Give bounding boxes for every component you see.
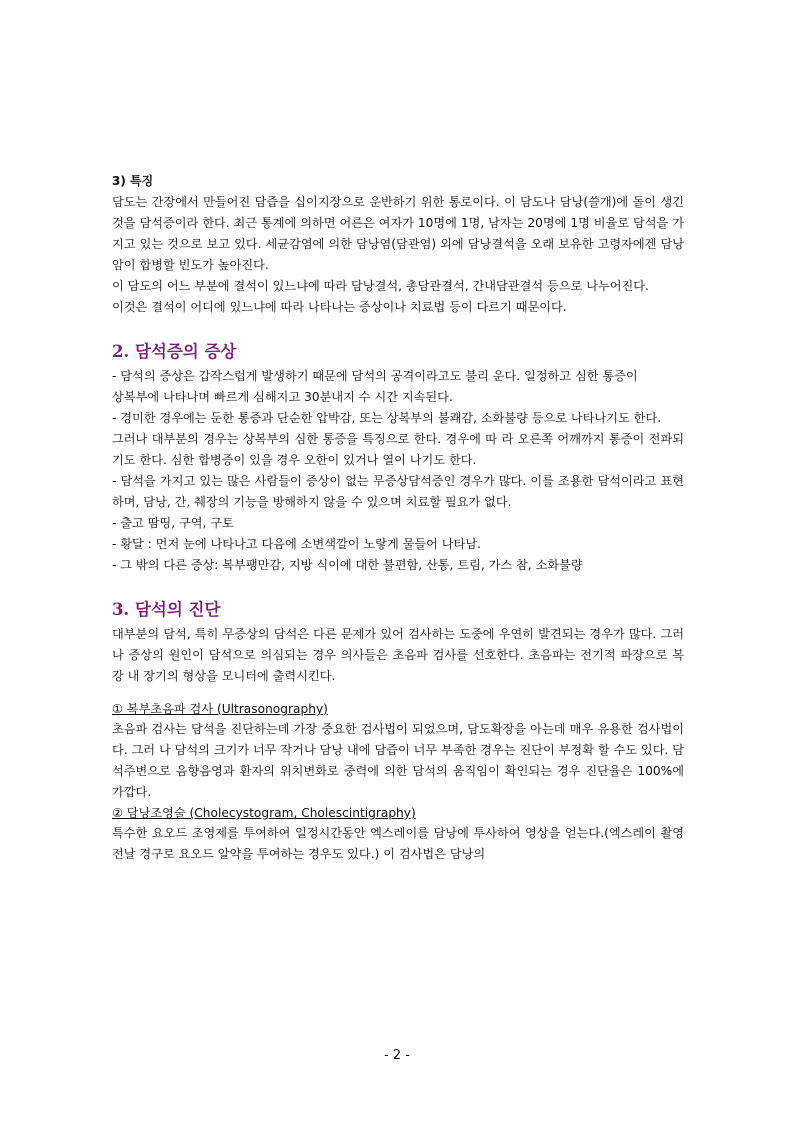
symptoms-line-5: - 담석을 가지고 있는 많은 사람들이 증상이 없는 무증상담석증인 경우가 많다. 이를 조용한 담석이라고 표현하며, 담낭, 간, 췌장의 기능을 방해하지 않을 수 있으며 치료할 필요가 없다. (112, 474, 684, 509)
features-paragraph-1: 담도는 간장에서 만들어진 담즙을 십이지장으로 운반하기 위한 통로이다. 이 담도나 담낭(쓸개)에 돌이 생긴 것을 담석증이라 한다. 최근 통계에 의하면 어른은 여자가 10명에 1명, 남자는 20명에 1명 비율로 담석을 가지고 있는 것으로 보고 있다. 세균감염에 의한 담낭염(담관염) 외에 담낭결석을 오래 보유한 고령자에겐 담낭암이 합병할 빈도가 높아진다. (112, 195, 684, 272)
symptoms-title: 2. 담석증의 증상 (112, 342, 237, 361)
cholecystogram-heading: ② 담낭조영술 (Cholecystogram, Cholescintigraphy) (112, 806, 416, 820)
features-paragraph-3: 이것은 결석이 어디에 있느냐에 따라 나타나는 증상이나 치료법 등이 다르기 때문이다. (112, 300, 567, 314)
symptoms-line-2: 상복부에 나타나며 빠르게 심해지고 30분내지 수 시간 지속된다. (112, 390, 453, 404)
ultrasound-text: 초음파 검사는 담석을 진단하는데 가장 중요한 검사법이 되었으며, 담도확장을 아는데 매우 유용한 검사법이다. 그러 나 담석의 크기가 너무 작거나 담낭 내에 담즙이 너무 부족한 경우는 진단이 부정확 할 수도 있다. 담석주변으로 음향음영과 환자의 위치변화로 중력에 의한 담석의 움직임이 확인되는 경우 진단율은 100%에 가깝다. (112, 722, 684, 799)
page-content (112, 172, 684, 865)
spacer (112, 318, 684, 340)
symptoms-line-6: - 출고 땀띵, 구역, 구토 (112, 516, 234, 530)
diagnosis-intro: 대부분의 담석, 특히 무증상의 담석은 다른 문제가 있어 검사하는 도중에 우연히 발견되는 경우가 많다. 그러나 증상의 원인이 담석으로 의심되는 경우 의사들은 초음파 검사를 선호한다. 초음파는 전기적 파장으로 복강 내 장기의 형상을 모니터에 출력시킨다. (112, 627, 684, 683)
symptoms-line-4: 그러나 대부분의 경우는 상복부의 심한 통증을 특징으로 한다. 경우에 따 라 오른쪽 어깨까지 통증이 전파되기도 한다. 심한 합병증이 있을 경우 오한이 있거나 열이 나기도 한다. (112, 432, 684, 467)
spacer (112, 576, 684, 598)
features-heading: 3) 특징 (112, 174, 154, 188)
features-paragraph-2: 이 담도의 어느 부분에 결석이 있느냐에 따라 담낭결석, 총담관결석, 간내담관결석 등으로 나누어진다. (112, 279, 649, 293)
symptoms-line-7: - 황달 : 먼저 눈에 나타나고 다음에 소변색깔이 노랗게 물들어 나타남. (112, 537, 481, 551)
cholecystogram-text: 특수한 요오드 조영제를 투여하여 일정시간동안 엑스레이를 담낭에 투사하여 영상을 얻는다.(엑스레이 촬영전날 경구로 요오드 알약을 투여하는 경우도 있다.) 이 검사법은 담낭의 (112, 826, 684, 861)
spacer (112, 687, 684, 699)
diagnosis-title: 3. 담석의 진단 (112, 600, 221, 619)
symptoms-line-3: - 경미한 경우에는 둔한 통증과 단순한 압박감, 또는 상복부의 불쾌감, 소화불량 등으로 나타나기도 한다. (112, 411, 662, 425)
symptoms-line-1: - 담석의 증상은 갑작스럽게 발생하기 때문에 담석의 공격이라고도 불리 운다. 일정하고 심한 통증이 (112, 369, 638, 383)
ultrasound-heading: ① 복부초음파 검사 (Ultrasonography) (112, 702, 328, 716)
page-number: - 2 - (384, 1048, 410, 1063)
symptoms-line-8: - 그 밖의 다른 증상: 복부팽만감, 지방 식이에 대한 불편함, 산통, 트림, 가스 참, 소화불량 (112, 558, 583, 572)
